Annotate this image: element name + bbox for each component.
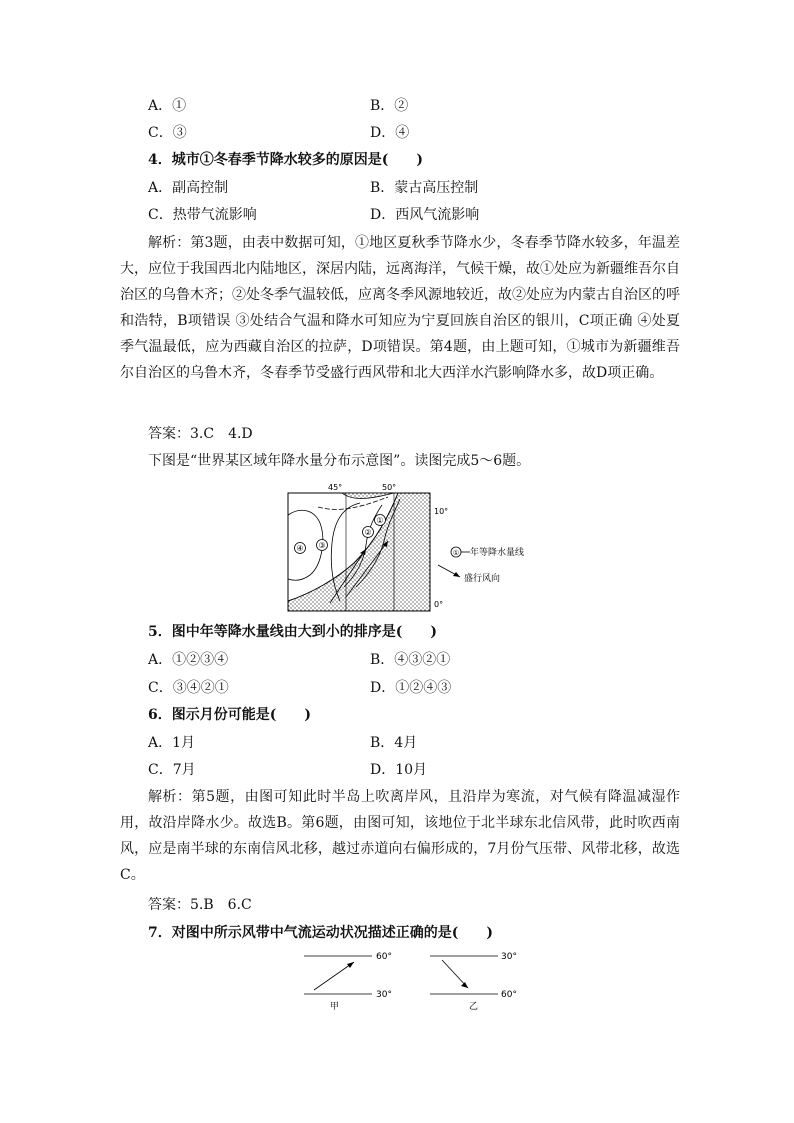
analysis-q3-q4: 解析：第3题，由表中数据可知，①地区夏秋季节降水少，冬春季节降水较多，年温差大，应位于我国西北内陆地区，深居内陆，远离海洋，气候干燥，故①处应为新疆维吾尔自治区的乌鲁木齐；②处冬季气温较低，应离冬季风源地较近，故②处应为内蒙古自治区的呼和浩特，B项错误 ③处结合气温和降水可知应为宁夏回族自治区的银川，C项正确 ④处夏季气温最低，应为西藏自治区的拉萨，D项错误。第4题，由上题可知，①城市为新疆维吾尔自治区的乌鲁木齐，冬春季节受盛行西风带和北大西洋水汽影响降水多，故D项正确。 <box>120 235 680 381</box>
q6-option-d: D．10月 <box>370 762 428 778</box>
lon-45-label: 45° <box>328 483 343 492</box>
jia-bottom-latitude: 30° <box>376 990 392 1000</box>
legend-isohyet-label: 年等降水量线 <box>470 548 525 558</box>
q3-option-d: D．④ <box>370 125 410 141</box>
yi-top-latitude: 30° <box>501 952 517 962</box>
wind-belt-diagram <box>290 944 530 1014</box>
analysis-q5-q6: 解析：第5题，由图可知此时半岛上吹离岸风，且沿岸为寒流，对气候有降温减湿作用，故沿岸降水少。故选B。第6题，由图可知，该地位于北半球东北信风带，此时吹西南风，应是南半球的东南信风北移，越过赤道向右偏形成的，7月份气压带、风带北移，故选C。 <box>120 789 680 883</box>
lat-0-label: 0° <box>434 600 444 609</box>
q5-option-b: B．④③②① <box>370 652 451 668</box>
lon-50-label: 50° <box>382 483 397 492</box>
q5-option-a: A．①②③④ <box>148 652 229 668</box>
legend-wind-arrowhead <box>453 572 460 577</box>
q6-stem: 6．图示月份可能是( ) <box>148 707 311 723</box>
q5-option-c: C．③④②① <box>148 680 229 696</box>
jia-airflow-arrow <box>314 962 354 990</box>
jia-arrowhead <box>347 962 354 968</box>
legend-isohyet-marker: ① <box>452 549 460 557</box>
answer-q3-q4: 答案：3.C 4.D <box>148 426 253 442</box>
jia-label: 甲 <box>330 1002 340 1012</box>
yi-bottom-latitude: 60° <box>501 990 517 1000</box>
q4-option-a: A．副高控制 <box>148 180 229 196</box>
marker-4: ④ <box>296 544 304 553</box>
q4-option-c: C．热带气流影响 <box>148 207 257 223</box>
marker-1: ① <box>376 516 384 525</box>
q4-option-b: B．蒙古高压控制 <box>370 180 479 196</box>
q3-option-c: C．③ <box>148 125 187 141</box>
q5-option-d: D．①②④③ <box>370 680 452 696</box>
q7-stem: 7．对图中所示风带中气流运动状况描述正确的是( ) <box>148 925 493 941</box>
legend-wind-label: 盛行风向 <box>464 574 501 584</box>
q4-stem: 4．城市①冬春季节降水较多的原因是( ) <box>148 152 423 168</box>
q6-option-a: A．1月 <box>148 735 196 751</box>
q6-option-c: C．7月 <box>148 762 196 778</box>
q3-option-b: B．② <box>370 98 409 114</box>
q5-stem: 5．图中年等降水量线由大到小的排序是( ) <box>148 624 437 640</box>
precipitation-map <box>270 483 570 618</box>
marker-2: ② <box>364 528 372 537</box>
answer-q5-q6: 答案：5.B 6.C <box>148 897 252 913</box>
q4-option-d: D．西风气流影响 <box>370 207 480 223</box>
jia-top-latitude: 60° <box>376 952 392 962</box>
yi-arrowhead <box>461 982 468 988</box>
marker-3: ③ <box>318 541 326 550</box>
q6-option-b: B．4月 <box>370 735 418 751</box>
intro-q5-q6: 下图是“世界某区域年降水量分布示意图”。读图完成5～6题。 <box>148 453 531 469</box>
lat-10-label: 10° <box>434 507 449 516</box>
yi-label: 乙 <box>469 1002 479 1012</box>
q3-option-a: A．① <box>148 98 187 114</box>
